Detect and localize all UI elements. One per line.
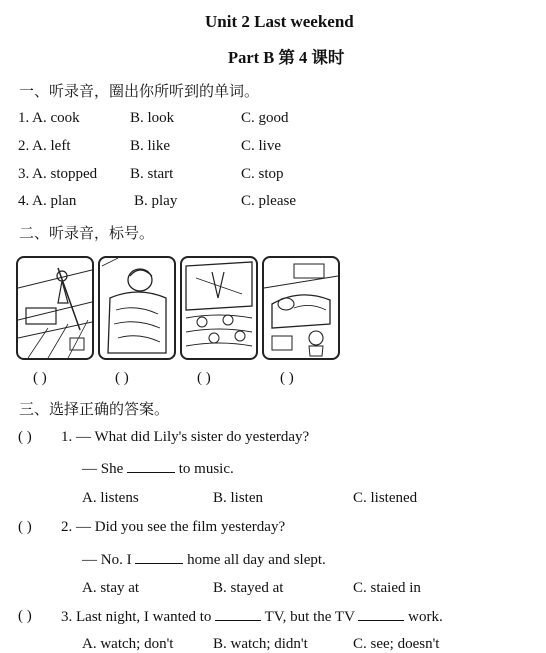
s1-row2-c: C. live <box>241 138 281 154</box>
q2-answer-bracket[interactable]: ( ) <box>18 519 32 535</box>
s1-row1-a: 1. A. cook <box>18 110 80 126</box>
q1-option-a: A. listens <box>82 490 139 506</box>
answer-bracket-2[interactable]: ( ) <box>115 370 129 386</box>
q3-answer-bracket[interactable]: ( ) <box>18 608 32 624</box>
q3-option-b: B. watch; didn't <box>213 636 308 652</box>
section1-heading: 一、听录音，圈出你所听到的单词。 <box>19 84 260 100</box>
q2-blank[interactable] <box>135 551 183 564</box>
q2-line2-end: home all day and slept. <box>187 552 326 568</box>
q1-option-c: C. listened <box>353 490 418 506</box>
sleeping-illustration <box>264 258 338 358</box>
q1-blank[interactable] <box>127 460 175 473</box>
s1-row3-a: 3. A. stopped <box>18 166 98 182</box>
q3-blank-1[interactable] <box>215 608 261 621</box>
q1-line2-start: — She <box>82 461 124 477</box>
s1-row3-c: C. stop <box>241 166 284 182</box>
answer-bracket-4[interactable]: ( ) <box>280 370 294 386</box>
s1-row3-b: B. start <box>130 166 174 182</box>
s1-row4-b: B. play <box>134 193 178 209</box>
q1-line2 <box>82 460 234 478</box>
q3-stem-end: work. <box>408 609 443 625</box>
q2-line2-start: — No. I <box>82 552 132 568</box>
s1-row2-a: 2. A. left <box>18 138 71 154</box>
section3-heading: 三、选择正确的答案。 <box>19 402 170 418</box>
answer-bracket-1[interactable]: ( ) <box>33 370 47 386</box>
cleaning-room-illustration <box>18 258 92 358</box>
q2-option-a: A. stay at <box>82 580 140 596</box>
q1-stem: 1. — What did Lily's sister do yesterday? <box>61 429 310 445</box>
s1-row1-c: C. good <box>241 110 289 126</box>
s1-row2-b: B. like <box>130 138 170 154</box>
picture-cleaning-room <box>16 256 94 360</box>
answer-bracket-3[interactable]: ( ) <box>197 370 211 386</box>
q3-option-c: C. see; doesn't <box>353 636 440 652</box>
q2-option-c: C. staied in <box>353 580 421 596</box>
q3-option-a: A. watch; don't <box>82 636 174 652</box>
picture-sleeping <box>262 256 340 360</box>
q2-option-b: B. stayed at <box>213 580 284 596</box>
part-title: Part B 第 4 课时 <box>228 48 345 67</box>
cinema-illustration <box>182 258 256 358</box>
q1-line2-end: to music. <box>178 461 234 477</box>
q3-stem-start: 3. Last night, I wanted to <box>61 609 212 625</box>
q2-stem: 2. — Did you see the film yesterday? <box>61 519 286 535</box>
q3-stem-mid: TV, but the TV <box>264 609 355 625</box>
q2-line2 <box>82 551 326 569</box>
s1-row4-a: 4. A. plan <box>18 193 77 209</box>
picture-cinema <box>180 256 258 360</box>
q3-stem <box>61 608 443 626</box>
s1-row1-b: B. look <box>130 110 175 126</box>
sick-in-bed-illustration <box>100 258 174 358</box>
unit-title: Unit 2 Last weekend <box>205 12 354 31</box>
s1-row4-c: C. please <box>241 193 296 209</box>
q3-blank-2[interactable] <box>358 608 404 621</box>
picture-sick-in-bed <box>98 256 176 360</box>
q1-option-b: B. listen <box>213 490 264 506</box>
q1-answer-bracket[interactable]: ( ) <box>18 429 32 445</box>
section2-heading: 二、听录音，标号。 <box>19 226 155 242</box>
